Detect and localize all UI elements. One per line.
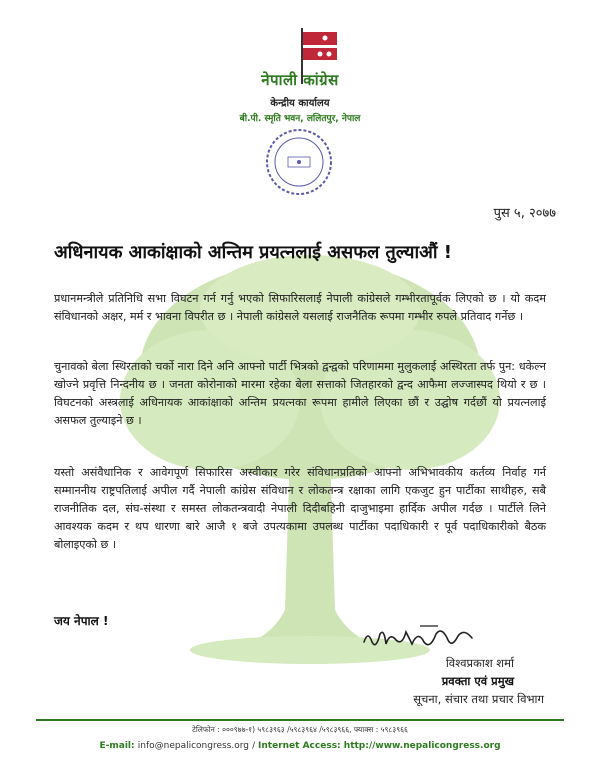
organization-name: नेपाली कांग्रेस bbox=[261, 71, 339, 89]
email-label: E-mail: bbox=[99, 741, 135, 751]
office-name: केन्द्रीय कार्यालय bbox=[270, 98, 330, 109]
office-seal-icon bbox=[264, 127, 334, 197]
footer-phone-line: टेलिफोन : ०००९७७-१) ५९८३९६३ /५९८३९६४ /५९८३९६६, फ्याक्स : ५९८३९६६ bbox=[192, 725, 408, 734]
signatory-title: प्रवक्ता एवं प्रमुख bbox=[441, 674, 514, 688]
website-address: http://www.nepalicongress.org bbox=[343, 741, 501, 751]
body-paragraph-3: यस्तो असंवैधानिक र आवेगपूर्ण सिफारिस अस्वीकार गरेर संविधानप्रतिको आफ्नो अभिभावकीय कर्तव्य निर्वाह गर्न सम्माननीय राष्ट्रपतिलाई अपील गर्दै नेपाली कांग्रेस संविधान र लोकतन्त्र रक्षाका लागि एकजुट हुन पार्टीका साथीहरु, सबै राजनीतिक दल, संघ-संस्था र समस्त लोकतन्त्रवादी नेपाली दिदीबहिनी दाजुभाइमा हार्दिक अपील गर्दछ । पार्टीले लिने आवश्यक कदम र थप धारणा बारे आजै १ बजे उपत्यकामा उपलब्ध पार्टीका पदाधिकारी र पूर्व पदाधिकारीको बैठक बोलाइएको छ । bbox=[54, 466, 546, 551]
closing-salutation: जय नेपाल ! bbox=[54, 614, 109, 628]
office-address: बी.पी. स्मृति भवन, ललितपुर, नेपाल bbox=[239, 114, 361, 124]
handwritten-signature-icon bbox=[360, 620, 480, 654]
signatory-name: विश्वप्रकाश शर्मा bbox=[445, 656, 514, 670]
email-address: info@nepalicongress.org bbox=[137, 741, 249, 751]
internet-label: Internet Access: bbox=[258, 741, 341, 751]
letter-date: पुस ५, २०७७ bbox=[493, 206, 556, 221]
signatory-department: सूचना, संचार तथा प्रचार विभाग bbox=[413, 692, 544, 706]
footer-divider bbox=[36, 719, 564, 721]
body-paragraph-1: प्रधानमन्त्रीले प्रतिनिधि सभा विघटन गर्न गर्नु भएको सिफारिसलाई नेपाली कांग्रेसले गम्भीरतापूर्वक लिएको छ । यो कदम संविधानको अक्षर, मर्म र भावना विपरीत छ । नेपाली कांग्रेसले यसलाई राजनैतिक रूपमा गम्भीर रुपले प्रतिवाद गर्नेछ । bbox=[54, 292, 546, 323]
body-paragraph-2: चुनावको बेला स्थिरताको चर्को नारा दिने अनि आफ्नो पार्टी भित्रको द्वन्द्वको परिणाममा मुलुकलाई अस्थिरता तर्फ पुन: धकेल्न खोज्ने प्रवृत्ति निन्दनीय छ । जनता कोरोनाको मारमा रहेका बेला सत्ताको जितहारको द्वन्द आफैमा लज्जास्पद थियो र छ । विघटनको अस्त्रलाई अधिनायक आकांक्षाको अन्तिम प्रयत्नका रूपमा हामीले लिएका छौं र उद्घोष गर्दछौं यो प्रयत्नलाई असफल तुल्याइने छ । bbox=[54, 360, 546, 427]
headline: अधिनायक आकांक्षाको अन्तिम प्रयत्नलाई असफल तुल्याऔं ! bbox=[54, 242, 453, 263]
footer-contact-line: E-mail: info@nepalicongress.org / Internet Access: http://www.nepalicongress.org bbox=[99, 741, 501, 751]
